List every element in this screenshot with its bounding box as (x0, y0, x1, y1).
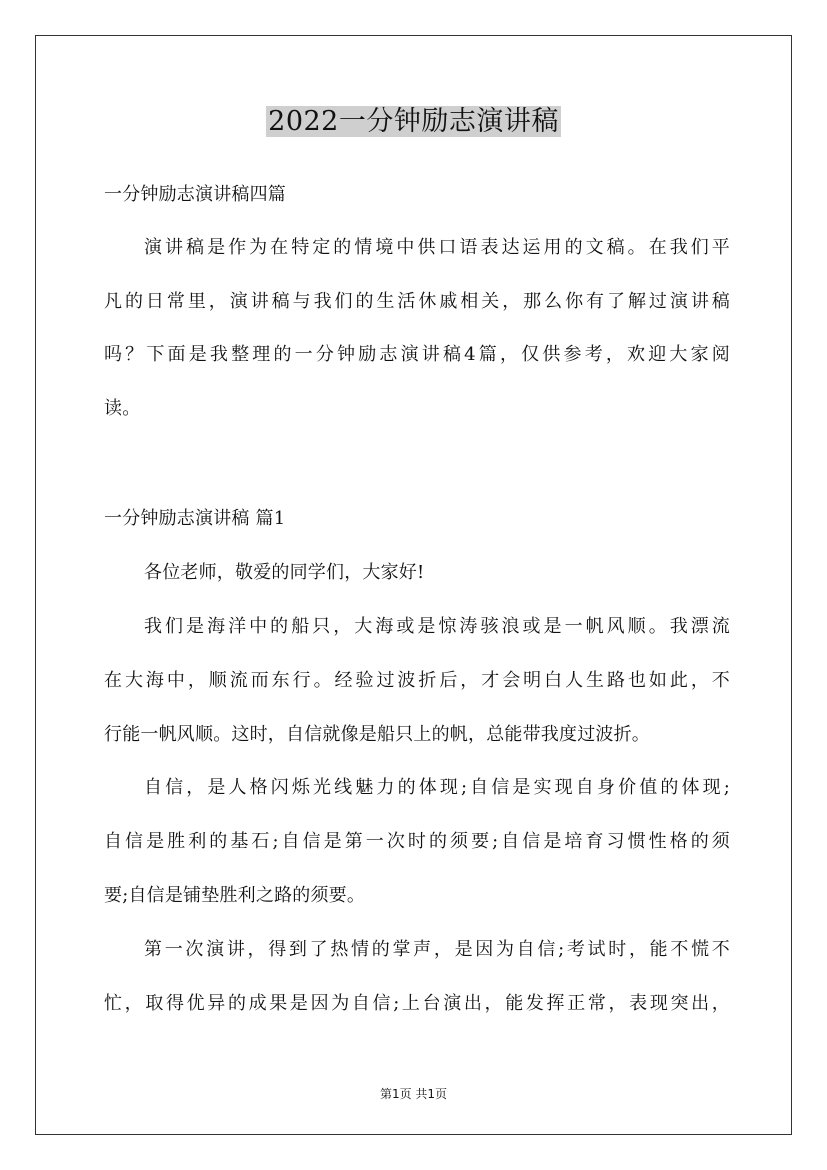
intro-line-3: 吗？下面是我整理的一分钟励志演讲稿4篇，仅供参考，欢迎大家阅 (104, 344, 730, 365)
para1-line-1: 我们是海洋中的船只，大海或是惊涛骇浪或是一帆风顺。我漂流 (144, 616, 730, 637)
para2-line-3: 要;自信是铺垫胜利之路的须要。 (104, 885, 366, 906)
document-subtitle: 一分钟励志演讲稿四篇 (104, 184, 286, 205)
document-title (0, 104, 827, 140)
para3-line-2: 忙，取得优异的成果是因为自信;上台演出，能发挥正常，表现突出， (104, 993, 730, 1014)
section-heading: 一分钟励志演讲稿 篇1 (104, 508, 286, 529)
greeting: 各位老师，敬爱的同学们，大家好! (144, 562, 425, 583)
intro-line-2: 凡的日常里，演讲稿与我们的生活休戚相关，那么你有了解过演讲稿 (104, 291, 730, 312)
para1-line-3: 行能一帆风顺。这时，自信就像是船只上的帆，总能带我度过波折。 (104, 724, 650, 745)
para1-line-2: 在大海中，顺流而东行。经验过波折后，才会明白人生路也如此，不 (104, 670, 730, 691)
page-footer: 第1页 共1页 (379, 1087, 448, 1101)
intro-line-4: 读。 (104, 398, 141, 419)
para2-line-1: 自信，是人格闪烁光线魅力的体现;自信是实现自身价值的体现; (144, 777, 730, 798)
intro-line-1: 演讲稿是作为在特定的情境中供口语表达运用的文稿。在我们平 (144, 237, 730, 258)
para3-line-1: 第一次演讲，得到了热情的掌声，是因为自信;考试时，能不慌不 (144, 939, 730, 960)
document-title-text: 2022一分钟励志演讲稿 (268, 106, 559, 137)
para2-line-2: 自信是胜利的基石;自信是第一次时的须要;自信是培育习惯性格的须 (104, 831, 730, 852)
